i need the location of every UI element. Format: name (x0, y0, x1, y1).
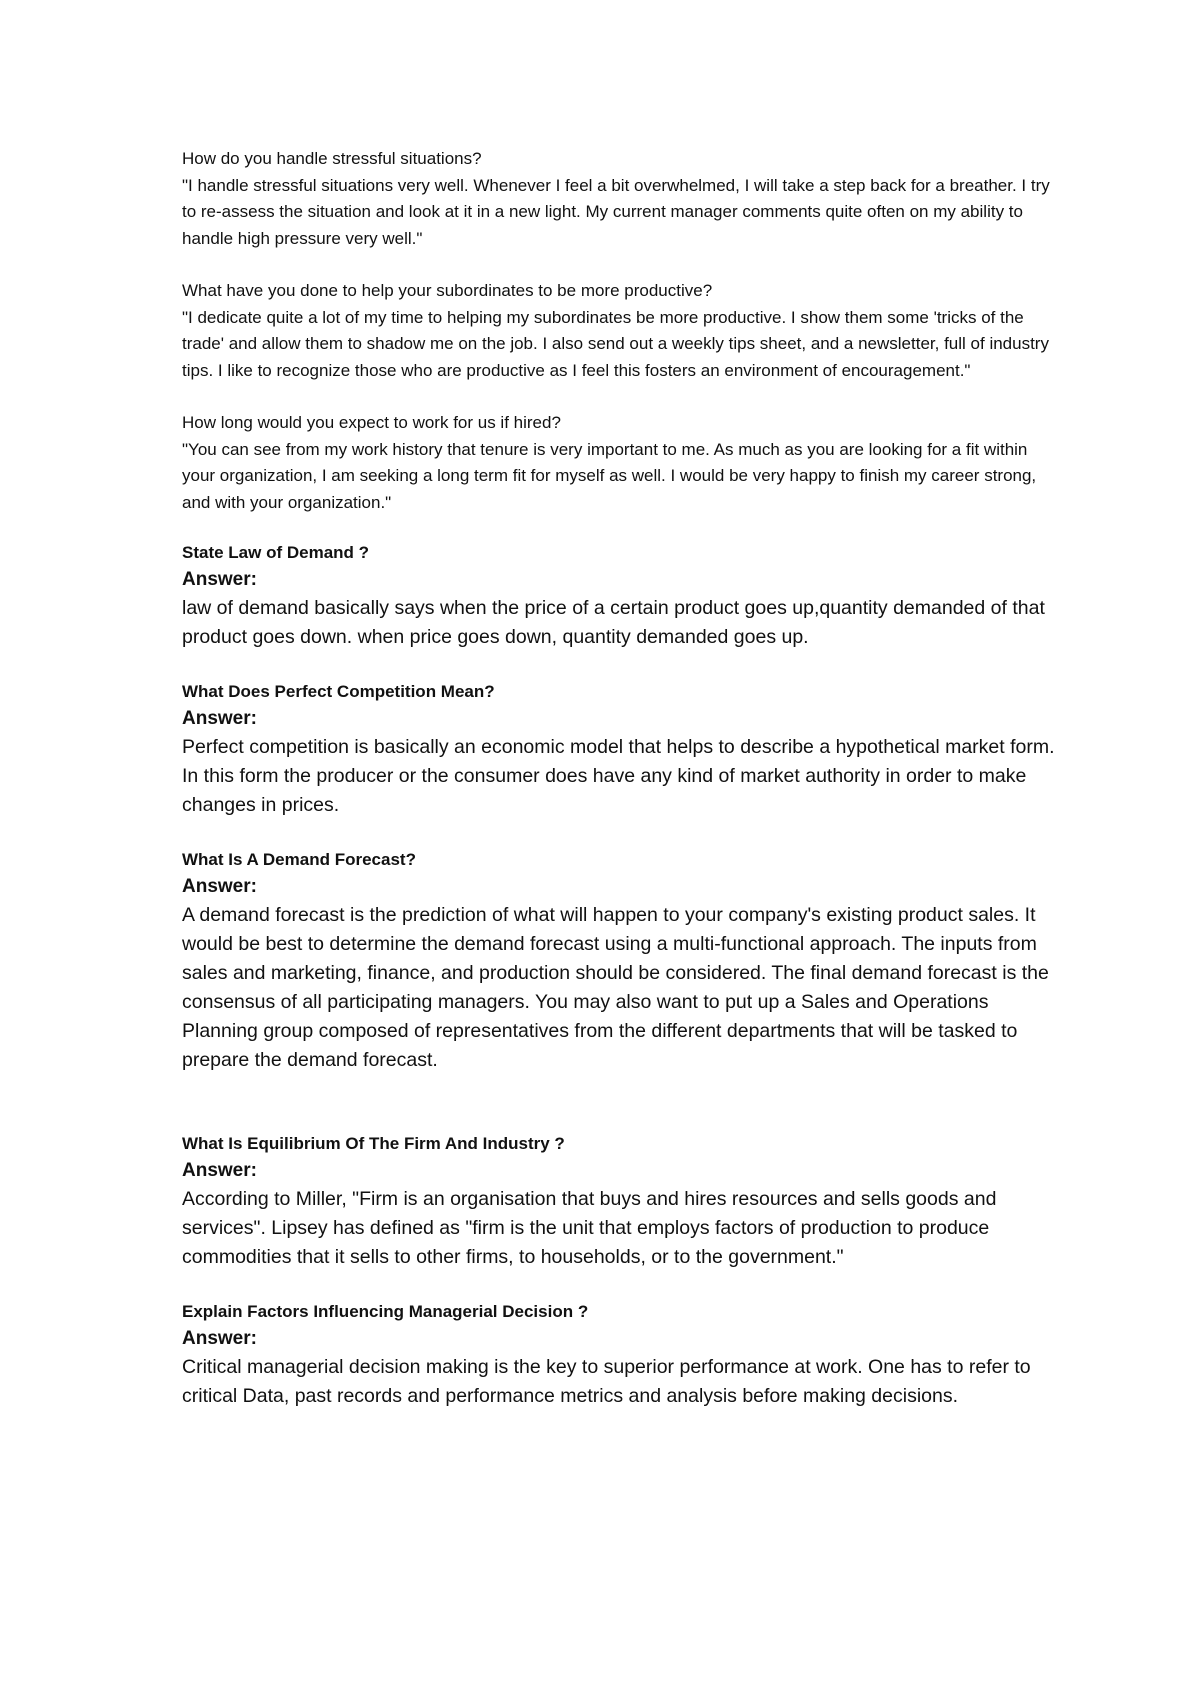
qa-block-subordinates (182, 278, 1062, 384)
document-page (182, 146, 1062, 1411)
qa-block-stress (182, 146, 1062, 252)
qa-block-demand-forecast (182, 847, 1062, 1075)
answer-label: Answer: (182, 1328, 257, 1349)
qa-block-managerial-decision (182, 1299, 1062, 1411)
answer-text: According to Miller, "Firm is an organisation that buys and hires resources and sells goods and services". Lipsey has defined as "firm is the unit that employs factors of production to produce commodities that it sells to other firms, to households, or to the government." (182, 1188, 997, 1268)
answer-text: law of demand basically says when the price of a certain product goes up,quantity demanded of that product goes down. when price goes down, quantity demanded goes up. (182, 597, 1045, 648)
question-text: How long would you expect to work for us if hired? (182, 413, 561, 432)
answer-text: "You can see from my work history that tenure is very important to me. As much as you are looking for a fit within your organization, I am seeking a long term fit for myself as well. I would be very happy to finish my career strong, and with your organization." (182, 439, 1037, 512)
answer-label: Answer: (182, 708, 257, 729)
question-heading: Explain Factors Influencing Managerial Decision ? (182, 1302, 589, 1321)
answer-label: Answer: (182, 876, 257, 897)
question-heading: What Is A Demand Forecast? (182, 850, 416, 869)
answer-text: "I dedicate quite a lot of my time to helping my subordinates be more productive. I show them some 'tricks of the trade' and allow them to shadow me on the job. I also send out a weekly tips sheet, and a newsletter, full of industry tips. I like to recognize those who are productive as I feel this fosters an environment of encouragement." (182, 307, 1049, 380)
question-heading: What Is Equilibrium Of The Firm And Industry ? (182, 1134, 565, 1153)
question-heading: What Does Perfect Competition Mean? (182, 682, 495, 701)
qa-block-perfect-competition (182, 679, 1062, 820)
qa-block-equilibrium (182, 1131, 1062, 1272)
answer-text: Perfect competition is basically an economic model that helps to describe a hypothetical market form. In this form the producer or the consumer does have any kind of market authority in order to make changes in prices. (182, 736, 1055, 816)
question-text: What have you done to help your subordinates to be more productive? (182, 281, 713, 300)
question-text: How do you handle stressful situations? (182, 149, 482, 168)
answer-label: Answer: (182, 569, 257, 590)
answer-text: A demand forecast is the prediction of what will happen to your company's existing product sales. It would be best to determine the demand forecast using a multi-functional approach. The inputs from sales and marketing, finance, and production should be considered. The final demand forecast is the consensus of all participating managers. You may also want to put up a Sales and Operations Planning group composed of representatives from the different departments that will be tasked to prepare the demand forecast. (182, 904, 1049, 1071)
answer-text: "I handle stressful situations very well. Whenever I feel a bit overwhelmed, I will take a step back for a breather. I try to re-assess the situation and look at it in a new light. My current manager comments quite often on my ability to handle high pressure very well." (182, 175, 1050, 248)
qa-block-law-of-demand (182, 540, 1062, 652)
answer-label: Answer: (182, 1160, 257, 1181)
answer-text: Critical managerial decision making is the key to superior performance at work. One has to refer to critical Data, past records and performance metrics and analysis before making decisions. (182, 1356, 1031, 1407)
question-heading: State Law of Demand ? (182, 543, 370, 562)
qa-block-tenure (182, 410, 1062, 516)
